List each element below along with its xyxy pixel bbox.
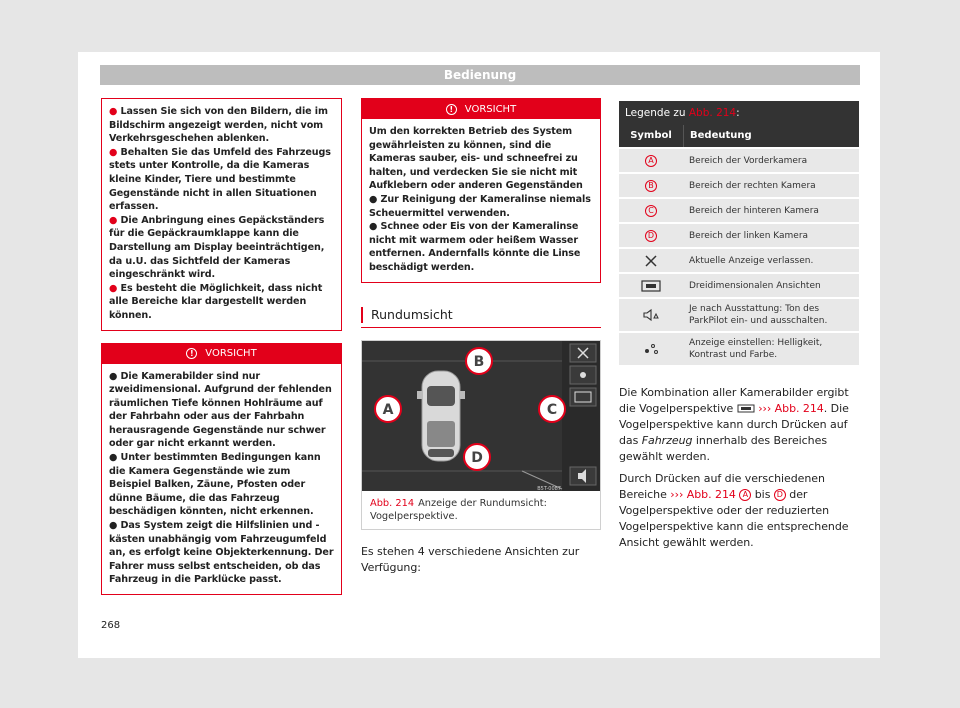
label-d-marker [464,444,490,470]
paragraph-birdseye: Die Kombination aller Kamerabilder ergibt die Vogelperspektive ››› Abb. 214. Die Vogelperspektive kann durch Drücken auf das Fahrzeug innerhalb des Bereiches gewählt werden. [619,386,849,463]
figure-ref-link[interactable]: ››› Abb. 214 [758,402,824,415]
legend-table [619,101,859,365]
label-d: D [471,449,483,466]
notice-box [101,343,342,596]
section-title: Rundumsicht [361,307,601,323]
birdseye-view-image [362,341,600,491]
warning-bullet: ● Es besteht die Möglichkeit, dass nicht alle Bereiche klar dargestellt werden können. [109,282,323,321]
label-c-marker [539,396,565,422]
parkpilot-sound-icon [570,467,596,485]
column-right [619,101,859,551]
letter-c-icon: C [645,205,657,217]
label-c: C [546,401,558,418]
section-divider [361,327,601,328]
3d-view-icon [570,388,596,406]
figure-code: B5T-0087 [537,485,561,491]
legend-header-row [619,125,859,147]
notice-bullet: ● Die Kamerabilder sind nur zweidimensional. Aufgrund der fehlenden räumlichen Tiefe können Hohlräume auf der Fahrbahn oder aus der Fahrbahn herausragende Gegenstände nur schwer oder gar nicht erkannt werden. [109,370,332,450]
car-icon [417,371,465,461]
warning-bullet: ● Behalten Sie das Umfeld des Fahrzeugs stets unter Kontrolle, da die Kameras kleine Kinder, Tiere und bestimmte Gegenstände nicht in allen Situationen erfassen. [109,146,331,213]
notice-bullet: ● Schnee oder Eis von der Kameralinse nicht mit warmem oder heißem Wasser entfernen. Andernfalls könnte die Linse beschädigt werden. [369,221,581,273]
birdseye-view-graphic [362,341,600,491]
legend-row: Dreidimensionalen Ansichten [619,272,859,297]
figure-caption-text: Anzeige der Rundumsicht: Vogelperspektive. [370,497,547,522]
close-icon [570,344,596,362]
letter-a-icon: A [645,155,657,167]
legend-row: D Bereich der linken Kamera [619,222,859,247]
label-a: A [382,401,394,418]
legend-row: B Bereich der rechten Kamera [619,172,859,197]
header-title: Bedienung [443,68,517,82]
3d-view-icon [737,404,755,413]
caution-icon: ! [186,348,197,359]
notice-title: VORSICHT [464,103,517,115]
warning-box [101,98,342,331]
notice-header [362,99,600,119]
notice-box [361,98,601,283]
notice-bullet: ● Das System zeigt die Hilfslinien und -kästen unabhängig vom Fahrzeugumfeld an, es erfolgt keine Objekterkennung. Der Fahrer muss selbst entscheiden, ob das Fahrzeug in die Parklücke passt. [109,520,334,586]
letter-a-icon: A [739,489,751,501]
3d-view-icon [641,279,661,293]
label-a-marker [375,396,401,422]
label-b: B [473,353,485,370]
notice-bullet: ● Zur Reinigung der Kameralinse niemals Scheuermittel verwenden. [369,193,591,219]
letter-d-icon: D [645,230,657,242]
page-header [100,65,860,85]
legend-row: Aktuelle Anzeige verlassen. [619,247,859,272]
notice-header [102,344,341,364]
caution-icon: ! [446,104,457,115]
column-middle [361,98,601,576]
letter-d-icon: D [774,489,786,501]
warning-bullet: ● Die Anbringung eines Gepäckständers für die Gepäckraumklappe kann die Darstellung am Display beeinträchtigen, da u.U. das Sichtfeld der Kameras eingeschränkt wird. [109,214,325,281]
column-left [101,98,342,595]
page-number: 268 [101,620,121,631]
legend-row: Anzeige einstellen: Helligkeit, Kontrast und Farbe. [619,331,859,365]
figure-ref-link[interactable]: ››› Abb. 214 [670,488,736,501]
figure-214 [361,340,601,530]
legend-row: C Bereich der hinteren Kamera [619,197,859,222]
legend-row: Je nach Ausstattung: Ton des ParkPilot ein- und ausschalten. [619,297,859,331]
views-intro-text: Es stehen 4 verschiedene Ansichten zur Verfügung: [361,544,580,574]
label-b-marker [466,348,492,374]
legend-col-meaning: Bedeutung [683,125,859,147]
close-icon [644,254,658,268]
notice-bullet: ● Unter bestimmten Bedingungen kann die Kamera Gegenstände wie zum Beispiel Balken, Zäune, Pfosten oder dünne Bäume, die das Fahrzeug beschädigen könnten, nicht erkennen. [109,452,321,518]
notice-title: VORSICHT [205,348,257,359]
warning-bullet: ● Lassen Sie sich von den Bildern, die im Bildschirm angezeigt werden, nicht vom Verkehrsgeschehen ablenken. [109,106,328,145]
parkpilot-sound-icon [642,308,660,322]
figure-caption [362,491,600,529]
letter-b-icon: B [645,180,657,192]
paragraph-views: Durch Drücken auf die verschiedenen Bereiche ››› Abb. 214 A bis D der Vogelperspektive oder der reduzierten Vogelperspektive kann die entsprechende Ansicht gewählt werden. [619,472,849,549]
legend-row: A Bereich der Vorderkamera [619,147,859,172]
figure-number: Abb. 214 [370,497,415,509]
notice-intro: Um den korrekten Betrieb des System gewährleisten zu können, sind die Kameras sauber, eis- und schneefrei zu halten, und verdecken Sie sie nicht mit Aufklebern oder anderen Gegenständen [369,126,583,192]
legend-col-symbol: Symbol [630,130,672,141]
legend-title: Legende zu Abb. 214: [619,101,859,125]
settings-icon [642,342,660,356]
settings-icon [570,366,596,384]
